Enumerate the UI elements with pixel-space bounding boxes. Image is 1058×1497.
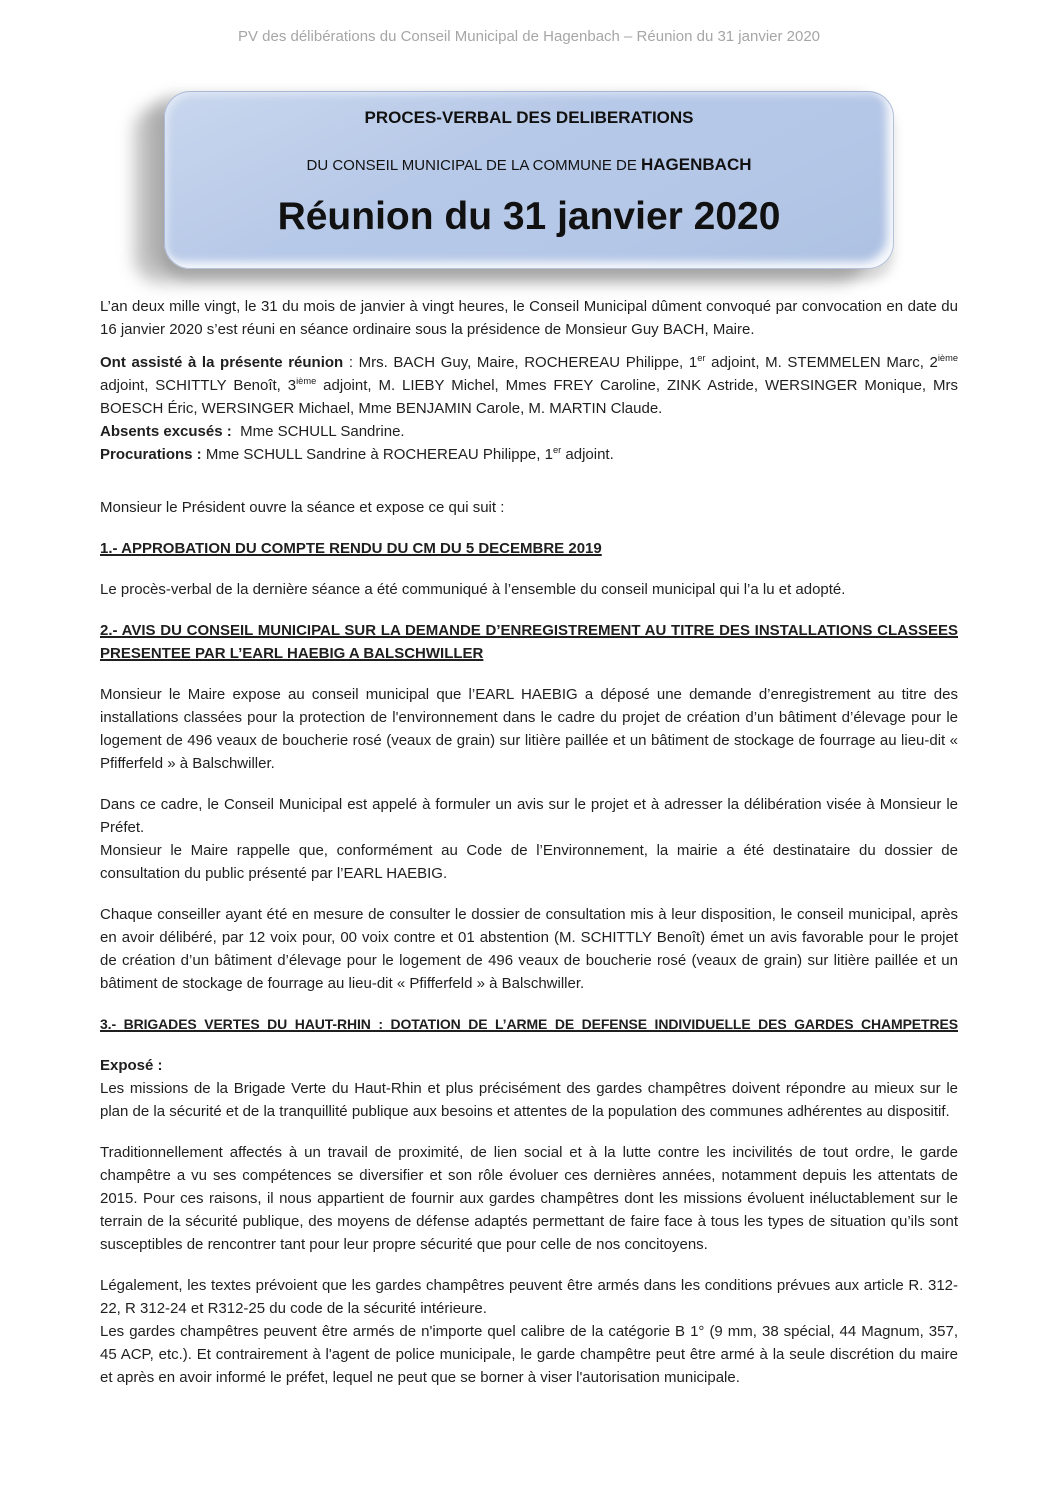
title-box-heading: PROCES-VERBAL DES DELIBERATIONS xyxy=(364,108,694,127)
subheading-prefix: DU CONSEIL MUNICIPAL DE LA COMMUNE DE xyxy=(306,157,641,174)
title-box-subheading xyxy=(164,155,894,175)
meeting-title: Réunion du 31 janvier 2020 xyxy=(277,195,781,238)
line-absents: Absents excusés : Mme SCHULL Sandrine. xyxy=(100,423,405,440)
section2-paragraph-1: Monsieur le Maire expose au conseil municipal que l’EARL HAEBIG a déposé une demande d’enregistrement au titre des installations classées pour la protection de l'environnement dans le cadre du projet de création d’un bâtiment d’élevage pour le logement de 496 veaux de boucherie rosé (veaux de grain) sur litière paillée et un bâtiment de stockage de fourrage au lieu-dit « Pfifferfeld » à Balschwiller. xyxy=(100,686,958,772)
section1-heading: 1.- APPROBATION DU COMPTE RENDU DU CM DU 5 DECEMBRE 2019 xyxy=(100,540,602,557)
commune-name: HAGENBACH xyxy=(641,155,752,174)
section3-paragraph-2: Traditionnellement affectés à un travail de proximité, de lien social et à la lutte contre les incivilités de tout ordre, le garde champêtre a vu ses compétences se diversifier et son rôle évoluer ces dernières années, notamment depuis les attentats de 2015. Pour ces raisons, il nous appartient de fournir aux gardes champêtres dont les missions évoluent inéluctablement sur le terrain de la sécurité publique, des moyens de défense adaptés permettant de faire face à tous les types de situation qu’ils sont susceptibles de rencontrer tant pour leur propre sécurité que pour celle de nos concitoyens. xyxy=(100,1144,958,1253)
section3-paragraph-4: Les gardes champêtres peuvent être armés de n'importe quel calibre de la catégorie B 1° (9 mm, 38 spécial, 44 Magnum, 357, 45 ACP, etc.). Et contrairement à l'agent de police municipale, le garde champêtre peut être armé à la seule discrétion du maire et après en avoir informé le préfet, lequel ne peut que se borner à viser l'autorisation municipale. xyxy=(100,1323,958,1386)
section3-paragraph-3: Légalement, les textes prévoient que les gardes champêtres peuvent être armés dans les conditions prévues aux article R. 312-22, R 312-24 et R312-25 du code de la sécurité intérieure. xyxy=(100,1277,958,1317)
paragraph-intro: L’an deux mille vingt, le 31 du mois de janvier à vingt heures, le Conseil Municipal dûment convoqué par convocation en date du 16 janvier 2020 s’est réuni en séance ordinaire sous la présidence de Monsieur Guy BACH, Maire. xyxy=(100,298,958,338)
document-body xyxy=(0,269,1058,1389)
section2-paragraph-2: Dans ce cadre, le Conseil Municipal est appelé à formuler un avis sur le projet et à adresser la délibération visée à Monsieur le Préfet. xyxy=(100,796,958,836)
title-box-container xyxy=(164,91,894,269)
section3-heading: 3.- BRIGADES VERTES DU HAUT-RHIN : DOTATION DE L’ARME DE DEFENSE INDIVIDUELLE DES GARDES CHAMPETRES xyxy=(100,1016,958,1032)
paragraph-attendees: Ont assisté à la présente réunion : Mrs. BACH Guy, Maire, ROCHEREAU Philippe, 1er adjoint, M. STEMMELEN Marc, 2ième adjoint, SCHITTLY Benoît, 3ième adjoint, M. LIEBY Michel, Mmes FREY Caroline, ZINK Astride, WERSINGER Monique, Mrs BOESCH Éric, WERSINGER Michael, Mme BENJAMIN Carole, M. MARTIN Claude. xyxy=(100,353,958,417)
section2-paragraph-3: Monsieur le Maire rappelle que, conformément au Code de l’Environnement, la mairie a été destinataire du dossier de consultation du public présenté par l’EARL HAEBIG. xyxy=(100,842,958,882)
expose-label: Exposé : xyxy=(100,1057,163,1074)
line-procurations: Procurations : Mme SCHULL Sandrine à ROCHEREAU Philippe, 1er adjoint. xyxy=(100,445,614,463)
page-header: PV des délibérations du Conseil Municipal de Hagenbach – Réunion du 31 janvier 2020 xyxy=(237,28,821,45)
section1-paragraph: Le procès-verbal de la dernière séance a été communiqué à l’ensemble du conseil municipal qui l’a lu et adopté. xyxy=(100,581,846,598)
section2-heading: 2.- AVIS DU CONSEIL MUNICIPAL SUR LA DEMANDE D’ENREGISTREMENT AU TITRE DES INSTALLATIONS CLASSEES PRESENTEE PAR L’EARL HAEBIG A BALSCHWILLER xyxy=(100,622,958,662)
section3-paragraph-1: Les missions de la Brigade Verte du Haut-Rhin et plus précisément des gardes champêtres doivent répondre au mieux sur le plan de la sécurité et de la tranquillité publique aux besoins et attentes de la population des communes adhérentes au dispositif. xyxy=(100,1080,958,1120)
title-box xyxy=(164,91,894,269)
section2-paragraph-4: Chaque conseiller ayant été en mesure de consulter le dossier de consultation mis à leur disposition, le conseil municipal, après en avoir délibéré, par 12 voix pour, 00 voix contre et 01 abstention (M. SCHITTLY Benoît) émet un avis favorable pour le projet de création d’un bâtiment d’élevage pour le logement de 496 veaux de boucherie rosé (veaux de grain) sur litière paillée et un bâtiment de stockage de fourrage au lieu-dit « Pfifferfeld » à Balschwiller. xyxy=(100,906,958,992)
paragraph-opening: Monsieur le Président ouvre la séance et expose ce qui suit : xyxy=(100,499,505,516)
